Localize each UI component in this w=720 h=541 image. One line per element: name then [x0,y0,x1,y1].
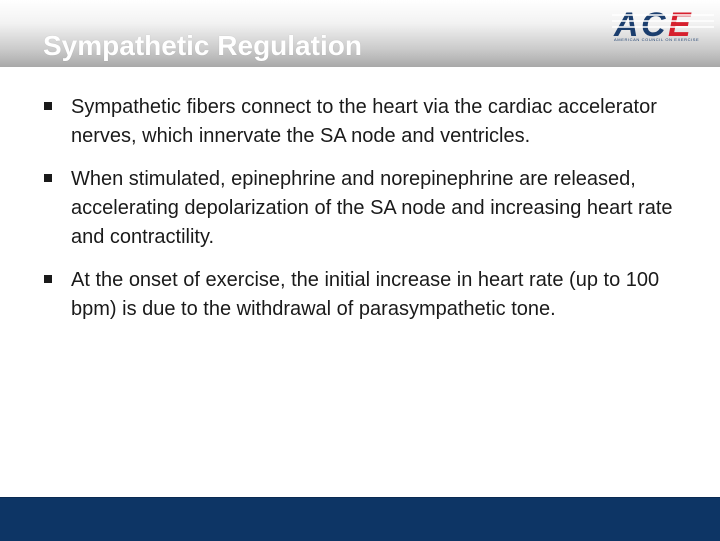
square-bullet-icon [44,102,52,110]
logo-letter-c: C [641,6,666,44]
square-bullet-icon [44,174,52,182]
square-bullet-icon [44,275,52,283]
logo-tagline: AMERICAN COUNCIL ON EXERCISE [614,37,700,42]
bullet-list [44,93,684,338]
bullet-item [44,93,684,151]
slide-footer-bar [0,497,720,541]
bullet-text: Sympathetic fibers connect to the heart via the cardiac accelerator nerves, which innervate the SA node and ventricles. [71,96,657,147]
slide-title: Sympathetic Regulation [43,30,362,61]
logo-letter-e: E [668,6,691,44]
bullet-text: When stimulated, epinephrine and norepinephrine are released, accelerating depolarization of the SA node and increasing heart rate and contractility. [71,168,673,248]
bullet-item [44,266,684,324]
bullet-item [44,165,684,252]
logo-letter-a: A [614,6,639,44]
bullet-text: At the onset of exercise, the initial increase in heart rate (up to 100 bpm) is due to the withdrawal of parasympathetic tone. [71,269,660,320]
